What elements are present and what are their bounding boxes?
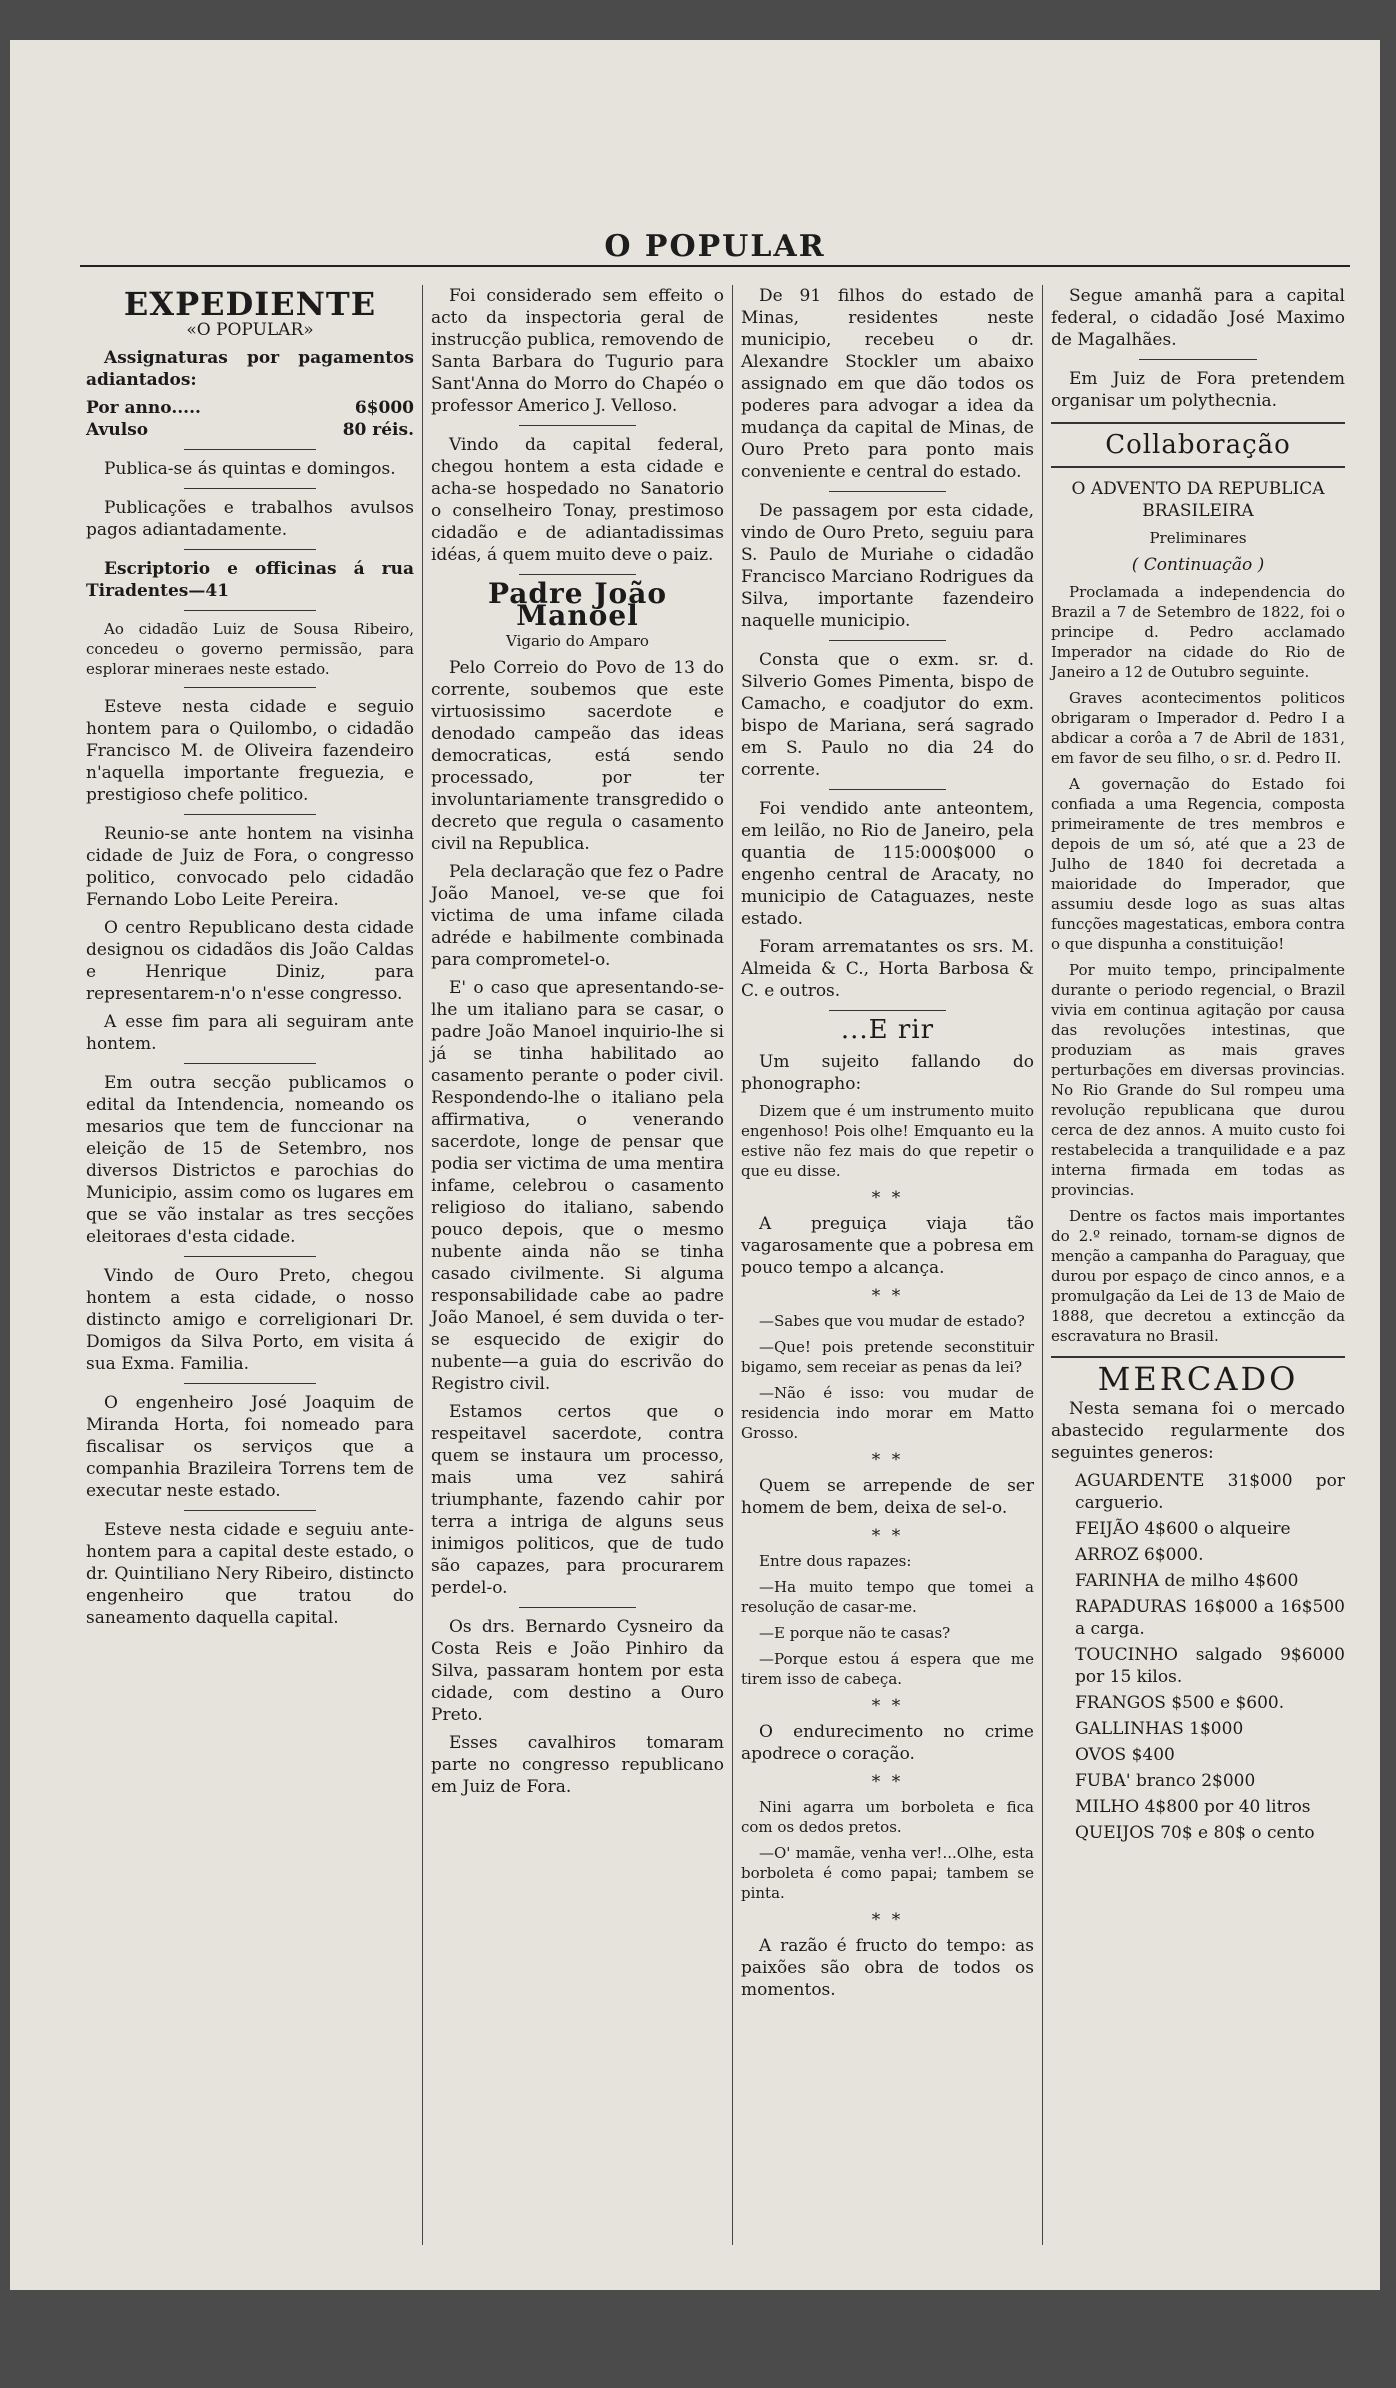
price-item: TOUCINHO salgado 9$6000 por 15 kilos.	[1075, 1645, 1345, 1687]
paragraph: Por muito tempo, principalmente durante o periodo regencial, o Brazil vivia em continua agitação por causa das revoluções intestinas, que produziam as mais graves perturbações em diversas provincias. No Rio Grande do Sul rompeu uma revolução republicana que durou cerca de dez annos. A muito custo foi restabelecida a tranquilidade e a paz interna firmada em todas as provincias.	[1051, 961, 1345, 1199]
divider	[519, 1607, 636, 1608]
price-item: MILHO 4$800 por 40 litros	[1075, 1797, 1311, 1817]
paragraph: E' o caso que apresentando-se-lhe um italiano para se casar, o padre João Manoel inquirio-lhe si já se tinha habilitado ao casamento perante o poder civil. Respondendo-lhe o italiano pela affirmativa, o venerando sacerdote, longe de pensar que podia ser victima de uma mentira infame, celebrou o casamento religioso do italiano, sabendo pouco depois, que o mesmo nubente ainda não se tinha casado civilmente. Si alguma responsabilidade cabe ao padre João Manoel, é sem duvida o ter-se esquecido de exigir do nubente—a guia do escrivão do Registro civil.	[431, 978, 724, 1394]
separator-stars: * *	[871, 1286, 904, 1306]
article-continuation: ( Continuação )	[1131, 555, 1265, 575]
price-item: GALLINHAS 1$000	[1075, 1719, 1244, 1739]
expediente-title: EXPEDIENTE	[123, 285, 377, 323]
paragraph: Publica-se ás quintas e domingos.	[104, 459, 396, 479]
divider	[184, 1510, 315, 1511]
paragraph: Estamos certos que o respeitavel sacerdote, contra quem se instaura um processo, mais uma vez sahirá triumphante, fazendo cahir por terra a intriga de alguns seus inimigos politicos, que de tudo são capazes, para procurarem perdel-o.	[431, 1402, 724, 1598]
rate-single-label: Avulso	[86, 420, 149, 440]
rate-year-label: Por anno.....	[86, 398, 201, 418]
paragraph: A governação do Estado foi confiada a uma Regencia, composta primeiramente de tres membros e depois de um só, até que a 23 de Julho de 1840 foi decretada a maioridade do Imperador, que assumiu desde logo as suas altas funcções magestaticas, embora contra o que dispunha a constituição!	[1051, 775, 1345, 953]
joke: —Não é isso: vou mudar de residencia indo morar em Matto Grosso.	[741, 1384, 1034, 1442]
article-title: O ADVENTO DA REPUBLICA BRASILEIRA	[1071, 479, 1325, 521]
subscription-head: Assignaturas por pagamentos adiantados:	[86, 348, 414, 390]
joke: A razão é fructo do tempo: as paixões são obra de todos os momentos.	[741, 1936, 1034, 2000]
newspaper-page	[10, 40, 1380, 2290]
price-item: OVOS $400	[1075, 1745, 1175, 1765]
divider	[184, 549, 315, 550]
paragraph: Vindo da capital federal, chegou hontem a esta cidade e acha-se hospedado no Sanatorio o conselheiro Tonay, prestimoso cidadão e de adiantadissimas idéas, á quem muito deve o paiz.	[431, 435, 724, 565]
paragraph: Esteve nesta cidade e seguio hontem para o Quilombo, o cidadão Francisco M. de Oliveira fazendeiro n'aquella importante freguezia, e prestigioso chefe politico.	[86, 697, 414, 805]
joke: —Que! pois pretende seconstituir bigamo, sem receiar as penas da lei?	[741, 1338, 1034, 1376]
article-headline: Padre João Manoel	[487, 577, 668, 632]
paragraph: Esses cavalhiros tomaram parte no congresso republicano em Juiz de Fora.	[431, 1733, 724, 1797]
paragraph: Pelo Correio do Povo de 13 do corrente, soubemos que este virtuosissimo sacerdote e denodado campeão das ideas democraticas, está sendo processado, por ter involuntariamente transgredido o decreto que regula o casamento civil na Republica.	[431, 658, 724, 854]
paragraph: Publicações e trabalhos avulsos pagos adiantadamente.	[86, 498, 414, 540]
paragraph: De passagem por esta cidade, vindo de Ouro Preto, seguiu para S. Paulo de Muriahe o cidadão Francisco Marciano Rodrigues da Silva, importante fazendeiro naquelle municipio.	[741, 501, 1034, 631]
paragraph: Foram arrematantes os srs. M. Almeida & C., Horta Barbosa & C. e outros.	[741, 937, 1034, 1001]
paragraph: Esteve nesta cidade e seguiu ante-hontem para a capital deste estado, o dr. Quintiliano Nery Ribeiro, distincto engenheiro que tratou do saneamento daquella capital.	[86, 1520, 414, 1628]
column-1	[78, 285, 423, 2245]
joke: —Sabes que vou mudar de estado?	[759, 1312, 1025, 1330]
paragraph: Consta que o exm. sr. d. Silverio Gomes Pimenta, bispo de Camacho, e coadjutor do exm. bispo de Mariana, será sagrado em S. Paulo no dia 24 do corrente.	[741, 650, 1034, 780]
column-3	[733, 285, 1043, 2245]
price-item: FEIJÃO 4$600 o alqueire	[1075, 1519, 1291, 1539]
column-2	[423, 285, 733, 2245]
divider	[829, 491, 946, 492]
joke: —Porque estou á espera que me tirem isso de cabeça.	[741, 1650, 1034, 1688]
paragraph: Proclamada a independencia do Brazil a 7 de Setembro de 1822, foi o principe d. Pedro acclamado Imperador na cidade do Rio de Janeiro a 12 de Outubro seguinte.	[1051, 583, 1345, 681]
newspaper-title: O POPULAR	[604, 229, 826, 264]
paragraph: A esse fim para ali seguiram ante hontem.	[86, 1012, 414, 1054]
paragraph: Dentre os factos mais importantes do 2.º reinado, tornam-se dignos de menção a campanha do Paraguay, que durou por espaço de cinco annos, e a promulgação da Lei de 13 de Maio de 1888, que decretou a extincção da escravatura no Brasil.	[1051, 1207, 1345, 1345]
joke: Quem se arrepende de ser homem de bem, deixa de sel-o.	[741, 1476, 1034, 1518]
paragraph: O engenheiro José Joaquim de Miranda Horta, foi nomeado para fiscalisar os serviços que a companhia Brazileira Torrens tem de executar neste estado.	[86, 1393, 414, 1501]
section-title: Collaboração	[1105, 430, 1291, 460]
price-item: FUBA' branco 2$000	[1075, 1771, 1256, 1791]
divider	[184, 610, 315, 611]
price-item: QUEIJOS 70$ e 80$ o cento	[1075, 1823, 1315, 1843]
divider	[829, 640, 946, 641]
paragraph: Vindo de Ouro Preto, chegou hontem a esta cidade, o nosso distincto amigo e correligionari Dr. Domigos da Silva Porto, em visita á sua Exma. Familia.	[86, 1266, 414, 1374]
divider	[829, 1010, 946, 1011]
price-item: FRANGOS $500 e $600.	[1075, 1693, 1285, 1713]
joke: —E porque não te casas?	[759, 1624, 951, 1642]
section-title: ...E rir	[840, 1015, 935, 1045]
paragraph: O centro Republicano desta cidade designou os cidadãos dis João Caldas e Henrique Diniz, para representarem-n'o n'esse congresso.	[86, 918, 414, 1004]
divider	[184, 1063, 315, 1064]
divider	[519, 574, 636, 575]
divider	[1051, 422, 1345, 424]
divider	[1139, 359, 1257, 360]
rate-single-value: 80 réis.	[342, 420, 414, 440]
divider	[184, 687, 315, 688]
paragraph: Foi considerado sem effeito o acto da inspectoria geral de instrucção publica, removendo de Santa Barbara do Tugurio para Sant'Anna do Morro do Chapéo o professor Americo J. Velloso.	[431, 286, 724, 416]
price-item: ARROZ 6$000.	[1075, 1545, 1204, 1565]
divider	[184, 449, 315, 450]
separator-stars: * *	[871, 1910, 904, 1930]
paragraph: De 91 filhos do estado de Minas, residentes neste municipio, recebeu o dr. Alexandre Stockler um abaixo assignado em que dão todos os poderes para advogar a idea da mudança da capital de Minas, de Ouro Preto para ponto mais conveniente e central do estado.	[741, 286, 1034, 482]
paragraph: Pela declaração que fez o Padre João Manoel, ve-se que foi victima de uma infame cilada adréde e habilmente combinada para comprometel-o.	[431, 862, 724, 970]
article-subtitle: Preliminares	[1149, 529, 1247, 547]
divider	[184, 488, 315, 489]
office-address: Escriptorio e officinas á rua Tiradentes—41	[86, 559, 414, 601]
price-item: RAPADURAS 16$000 a 16$500 a carga.	[1075, 1597, 1345, 1639]
masthead	[80, 225, 1350, 267]
joke: Dizem que é um instrumento muito engenhoso! Pois olhe! Emquanto eu la estive não fez mais do que repetir o que eu disse.	[741, 1102, 1034, 1180]
divider	[519, 425, 636, 426]
joke: Nini agarra um borboleta e fica com os dedos pretos.	[741, 1798, 1034, 1836]
rate-single	[86, 419, 414, 441]
joke: Um sujeito fallando do phonographo:	[741, 1052, 1034, 1094]
article-byline: Vigario do Amparo	[506, 632, 649, 650]
price-list	[1051, 1470, 1345, 1844]
price-item: AGUARDENTE 31$000 por carguerio.	[1075, 1471, 1345, 1513]
rate-year	[86, 397, 414, 419]
divider	[184, 1256, 315, 1257]
paragraph: Em outra secção publicamos o edital da Intendencia, nomeando os mesarios que tem de funccionar na eleição de 15 de Setembro, nos diversos Districtos e parochias do Municipio, assim como os lugares em que se vão instalar as tres secções eleitoraes d'esta cidade.	[86, 1073, 414, 1247]
paragraph: Os drs. Bernardo Cysneiro da Costa Reis e João Pinhiro da Silva, passaram hontem por esta cidade, com destino a Ouro Preto.	[431, 1617, 724, 1725]
paragraph: Ao cidadão Luiz de Sousa Ribeiro, concedeu o governo permissão, para esplorar mineraes neste estado.	[86, 620, 414, 678]
market-title: MERCADO	[1097, 1360, 1299, 1398]
rate-year-value: 6$000	[354, 398, 414, 418]
separator-stars: * *	[871, 1772, 904, 1792]
divider	[829, 789, 946, 790]
paragraph: Segue amanhã para a capital federal, o cidadão José Maximo de Magalhães.	[1051, 286, 1345, 350]
paragraph: Em Juiz de Fora pretendem organisar um polythecnia.	[1051, 369, 1345, 411]
divider	[184, 814, 315, 815]
divider	[1051, 466, 1345, 468]
separator-stars: * *	[871, 1526, 904, 1546]
separator-stars: * *	[871, 1188, 904, 1208]
paper-name: «O POPULAR»	[186, 320, 314, 340]
separator-stars: * *	[871, 1450, 904, 1470]
joke: —O' mamãe, venha ver!...Olhe, esta borboleta é como papai; tambem se pinta.	[741, 1844, 1034, 1902]
divider	[184, 1383, 315, 1384]
joke: A preguiça viaja tão vagarosamente que a pobresa em pouco tempo a alcança.	[741, 1214, 1034, 1278]
paragraph: Reunio-se ante hontem na visinha cidade de Juiz de Fora, o congresso politico, convocado pelo cidadão Fernando Lobo Leite Pereira.	[86, 824, 414, 910]
joke: —Ha muito tempo que tomei a resolução de casar-me.	[741, 1578, 1034, 1616]
divider	[1051, 1356, 1345, 1358]
paragraph: Foi vendido ante anteontem, em leilão, no Rio de Janeiro, pela quantia de 115:000$000 o engenho central de Aracaty, no municipio de Cataguazes, neste estado.	[741, 799, 1034, 929]
separator-stars: * *	[871, 1696, 904, 1716]
joke: Entre dous rapazes:	[759, 1552, 912, 1570]
joke: O endurecimento no crime apodrece o coração.	[741, 1722, 1034, 1764]
paragraph: Graves acontecimentos politicos obrigaram o Imperador d. Pedro I a abdicar a corôa a 7 de Abril de 1831, em favor de seu filho, o sr. d. Pedro II.	[1051, 689, 1345, 767]
price-item: FARINHA de milho 4$600	[1075, 1571, 1299, 1591]
paragraph: Nesta semana foi o mercado abastecido regularmente dos seguintes generos:	[1051, 1399, 1345, 1463]
column-4	[1043, 285, 1353, 2245]
